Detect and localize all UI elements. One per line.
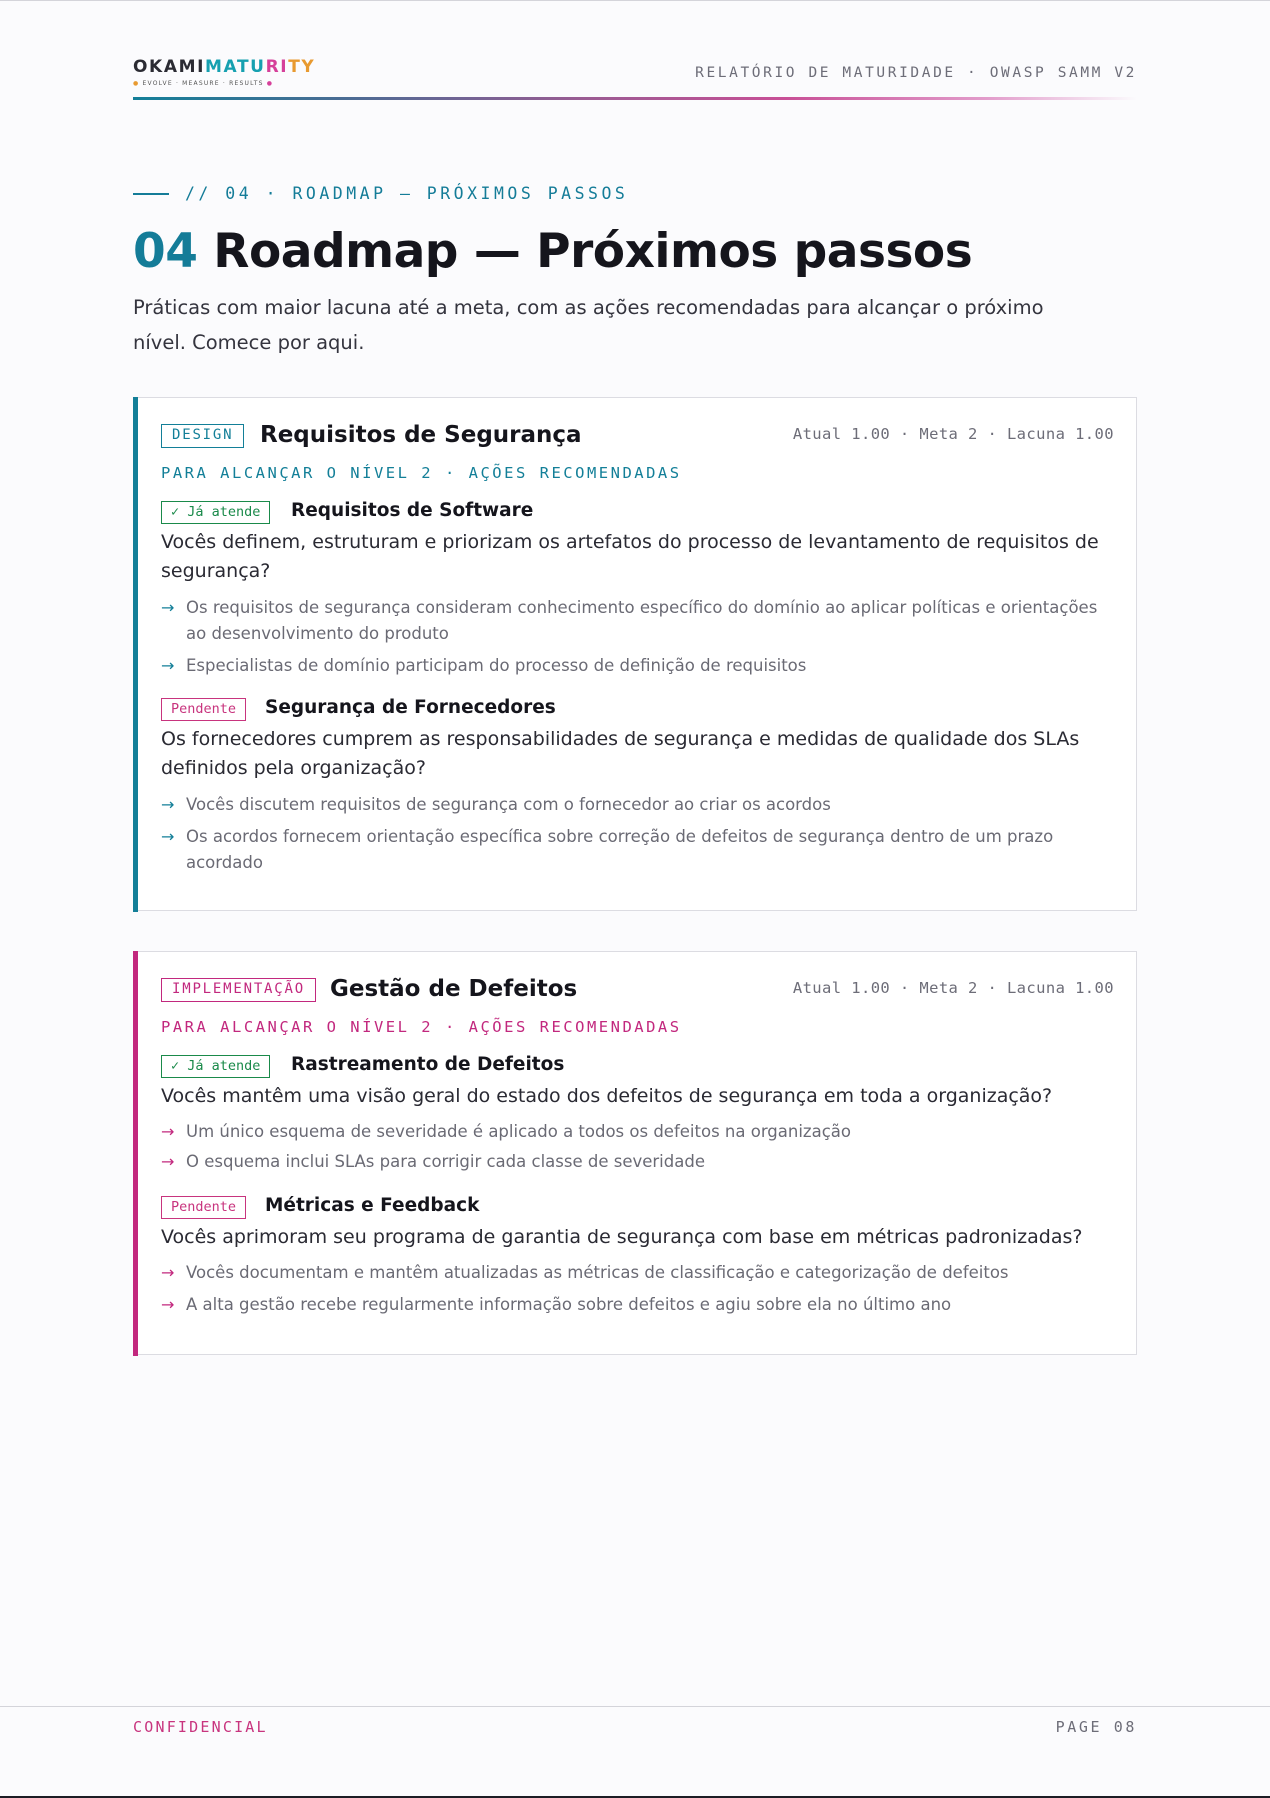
section-intro: Práticas com maior lacuna até a meta, com as ações recomendadas para alcançar o próximo nível. Comece por aqui. <box>133 296 1044 354</box>
practice-name: Requisitos de Software <box>291 500 534 521</box>
logo-tagline: EVOLVE · MEASURE · RESULTS <box>142 80 264 87</box>
confidential-label: CONFIDENCIAL <box>133 1718 268 1736</box>
logo-secondary-b: RI <box>265 57 289 77</box>
action-text: Especialistas de domínio participam do processo de definição de requisitos <box>186 656 807 675</box>
action-list <box>161 792 1114 882</box>
roadmap-card <box>133 951 1137 1355</box>
header-gradient-divider <box>133 97 1137 100</box>
page-number: PAGE 08 <box>1055 1718 1137 1736</box>
logo-secondary <box>205 57 315 77</box>
list-item <box>161 1119 1114 1145</box>
action-list <box>161 1119 1114 1179</box>
logo-dot-icon: ● <box>266 80 274 87</box>
section-title: Roadmap — Próximos passos <box>213 224 973 279</box>
action-text: Os requisitos de segurança consideram conhecimento específico do domínio ao aplicar políticas e orientações ao desenvolvimento do produto <box>186 598 1098 643</box>
practice-question: Vocês definem, estruturam e priorizam os artefatos do processo de levantamento de requisitos de segurança? <box>161 531 1099 582</box>
logo-tagline-row <box>133 80 363 87</box>
list-item <box>161 653 1114 679</box>
logo-dot-icon: ● <box>133 80 140 87</box>
action-text: Um único esquema de severidade é aplicado a todos os defeitos na organização <box>186 1122 851 1141</box>
list-item <box>161 824 1114 876</box>
arrow-right-icon: → <box>161 656 175 675</box>
practice-question: Vocês aprimoram seu programa de garantia de segurança com base em métricas padronizadas? <box>161 1226 1083 1248</box>
card-header <box>161 420 1114 452</box>
status-badge: ✓ Já atende <box>161 1055 270 1078</box>
action-list <box>161 595 1114 685</box>
arrow-right-icon: → <box>161 1152 175 1171</box>
list-item <box>161 595 1114 647</box>
list-item <box>161 792 1114 818</box>
roadmap-card <box>133 397 1137 911</box>
arrow-right-icon: → <box>161 795 175 814</box>
arrow-right-icon: → <box>161 1295 175 1314</box>
card-title: Requisitos de Segurança <box>260 422 582 448</box>
page-title <box>133 224 972 279</box>
report-label: RELATÓRIO DE MATURIDADE · OWASP SAMM V2 <box>695 65 1137 81</box>
area-badge: IMPLEMENTAÇÃO <box>161 978 316 1002</box>
practice-name: Rastreamento de Defeitos <box>291 1054 565 1075</box>
action-text: Os acordos fornecem orientação específica sobre correção de defeitos de segurança dentro de um prazo acordado <box>186 827 1054 872</box>
logo-secondary-c: TY <box>288 57 316 77</box>
footer-rule <box>0 1706 1270 1707</box>
eyebrow-rule <box>133 193 169 195</box>
area-badge: DESIGN <box>161 424 244 448</box>
status-badge: Pendente <box>161 1196 246 1219</box>
arrow-right-icon: → <box>161 598 175 617</box>
logo-secondary-a: MATU <box>205 57 266 77</box>
section-eyebrow <box>133 184 628 203</box>
card-subtitle: PARA ALCANÇAR O NÍVEL 2 · AÇÕES RECOMENDADAS <box>161 464 682 482</box>
logo-primary: OKAMI <box>133 57 206 77</box>
list-item <box>161 1260 1114 1286</box>
list-item <box>161 1292 1114 1318</box>
action-text: Vocês documentam e mantêm atualizadas as métricas de classificação e categorização de defeitos <box>186 1263 1009 1282</box>
okami-maturity-logo <box>133 58 363 88</box>
page-header <box>133 58 1137 102</box>
status-badge: ✓ Já atende <box>161 501 270 524</box>
practice-name: Métricas e Feedback <box>265 1195 480 1216</box>
card-body <box>161 398 1114 910</box>
card-title: Gestão de Defeitos <box>330 976 578 1002</box>
action-text: Vocês discutem requisitos de segurança com o fornecedor ao criar os acordos <box>186 795 831 814</box>
arrow-right-icon: → <box>161 1263 175 1282</box>
practice-question: Vocês mantêm uma visão geral do estado dos defeitos de segurança em toda a organização? <box>161 1085 1053 1107</box>
card-stats: Atual 1.00 · Meta 2 · Lacuna 1.00 <box>792 425 1114 443</box>
action-text: A alta gestão recebe regularmente informação sobre defeitos e agiu sobre ela no último ano <box>186 1295 952 1314</box>
top-rule <box>0 0 1270 1</box>
logo-wordmark <box>133 58 363 76</box>
status-badge: Pendente <box>161 698 246 721</box>
card-accent-bar <box>133 397 138 912</box>
card-subtitle: PARA ALCANÇAR O NÍVEL 2 · AÇÕES RECOMENDADAS <box>161 1018 682 1036</box>
card-stats: Atual 1.00 · Meta 2 · Lacuna 1.00 <box>792 979 1114 997</box>
card-accent-bar <box>133 951 138 1356</box>
arrow-right-icon: → <box>161 827 175 846</box>
action-text: O esquema inclui SLAs para corrigir cada classe de severidade <box>186 1152 705 1171</box>
card-body <box>161 952 1114 1354</box>
practice-question: Os fornecedores cumprem as responsabilidades de segurança e medidas de qualidade dos SLAs definidos pela organização? <box>161 728 1080 779</box>
action-list <box>161 1260 1114 1324</box>
list-item <box>161 1149 1114 1175</box>
section-number: 04 <box>133 224 198 279</box>
arrow-right-icon: → <box>161 1122 175 1141</box>
practice-name: Segurança de Fornecedores <box>265 697 556 718</box>
section-eyebrow-text: // 04 · ROADMAP — PRÓXIMOS PASSOS <box>185 184 629 203</box>
card-header <box>161 974 1114 1006</box>
